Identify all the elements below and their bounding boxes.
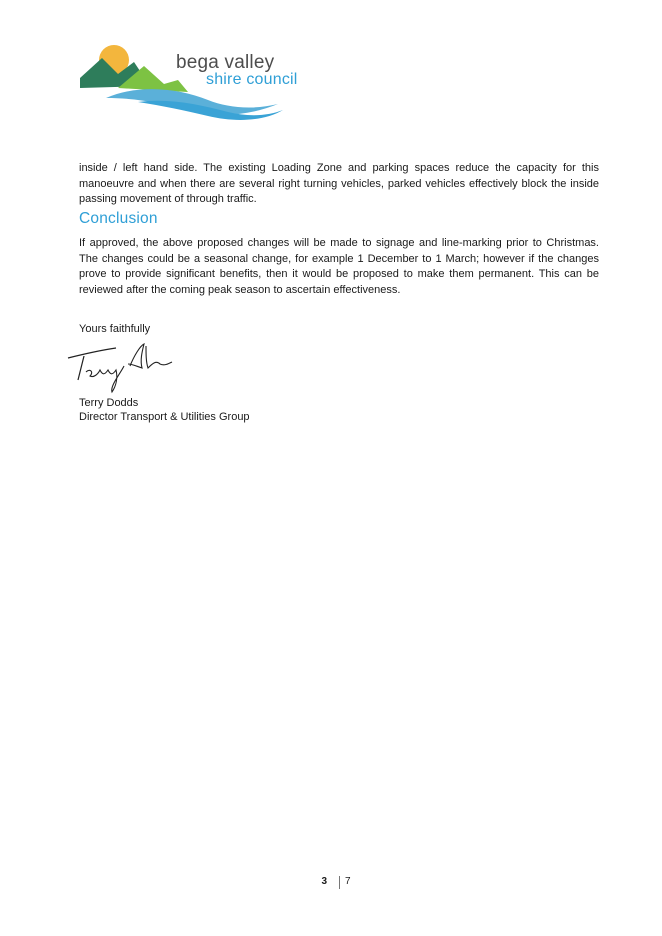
- current-page-number: 3: [321, 876, 327, 887]
- page-number-divider: [339, 876, 340, 889]
- signatory-title: Director Transport & Utilities Group: [79, 411, 250, 423]
- signatory-name: Terry Dodds: [79, 397, 139, 409]
- logo-text-line2: shire council: [206, 71, 298, 88]
- page-number: [300, 876, 362, 892]
- letter-closing: Yours faithfully: [79, 323, 151, 335]
- body-paragraph-traffic: inside / left hand side. The existing Loading Zone and parking spaces reduce the capacity for this manoeuvre and when there are several right turning vehicles, parked vehicles effectively block the inside passing movement of through traffic.: [79, 162, 599, 206]
- section-heading-conclusion: Conclusion: [79, 210, 158, 227]
- council-logo: [78, 40, 328, 124]
- handwritten-signature: [64, 338, 174, 394]
- body-paragraph-conclusion: If approved, the above proposed changes will be made to signage and line-marking prior to Christmas. The changes could be a seasonal change, for example 1 December to 1 March; however if the changes prove to provide significant benefits, then it would be proposed to make them permanent. This can be reviewed after the coming peak season to ascertain effectiveness.: [79, 237, 599, 296]
- logo-text-line1: bega valley: [176, 52, 275, 73]
- total-page-count: 7: [345, 876, 351, 887]
